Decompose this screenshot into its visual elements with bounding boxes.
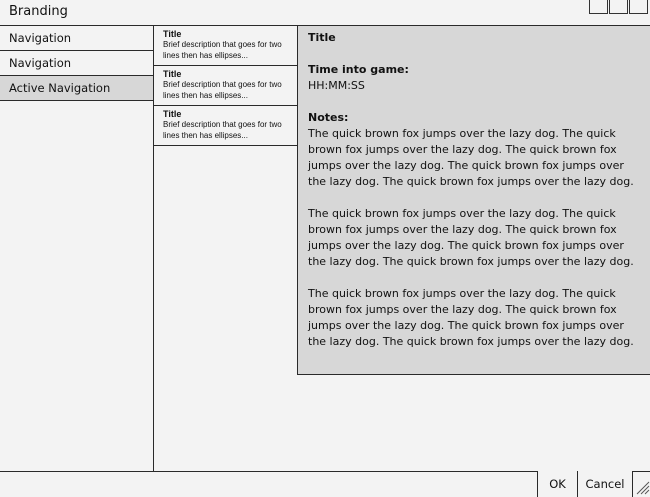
list-item-description: Brief description that goes for two lines then has ellipses... xyxy=(163,40,282,60)
resize-grip-icon[interactable] xyxy=(632,472,650,497)
header-bar xyxy=(0,0,650,26)
time-into-game-label: Time into game: xyxy=(308,63,409,76)
time-into-game-value: HH:MM:SS xyxy=(308,79,365,92)
list-item-description: Brief description that goes for two lines then has ellipses... xyxy=(163,80,282,100)
nav-item-navigation-1[interactable]: Navigation xyxy=(0,26,153,51)
ok-button[interactable]: OK xyxy=(537,471,577,497)
list-item[interactable] xyxy=(154,26,298,66)
detail-title: Title xyxy=(308,31,336,44)
list-item-title: Title xyxy=(163,109,182,119)
branding-label: Branding xyxy=(9,4,68,19)
list-item-title: Title xyxy=(163,69,182,79)
window-button-3[interactable] xyxy=(629,0,648,14)
list-item-title: Title xyxy=(163,29,182,39)
notes-label: Notes: xyxy=(308,111,349,124)
detail-panel xyxy=(297,26,650,375)
notes-paragraph-2: The quick brown fox jumps over the lazy dog. The quick brown fox jumps over the lazy dog. The quick brown fox jumps over the lazy dog. The quick brown fox jumps over the lazy dog. The quick brown fox jumps over the lazy dog. xyxy=(308,207,634,268)
window-button-2[interactable] xyxy=(609,0,628,14)
sidebar-nav xyxy=(0,26,154,471)
item-list xyxy=(154,26,298,471)
nav-item-active-navigation[interactable]: Active Navigation xyxy=(0,76,153,101)
list-item-description: Brief description that goes for two lines then has ellipses... xyxy=(163,120,282,140)
nav-item-navigation-2[interactable]: Navigation xyxy=(0,51,153,76)
cancel-button[interactable]: Cancel xyxy=(577,471,632,497)
notes-paragraph-3: The quick brown fox jumps over the lazy dog. The quick brown fox jumps over the lazy dog. The quick brown fox jumps over the lazy dog. The quick brown fox jumps over the lazy dog. The quick brown fox jumps over the lazy dog. xyxy=(308,287,634,348)
notes-paragraph-1: The quick brown fox jumps over the lazy dog. The quick brown fox jumps over the lazy dog. The quick brown fox jumps over the lazy dog. The quick brown fox jumps over the lazy dog. The quick brown fox jumps over the lazy dog. xyxy=(308,127,634,188)
list-item[interactable] xyxy=(154,106,298,146)
window-button-1[interactable] xyxy=(589,0,608,14)
list-item[interactable] xyxy=(154,66,298,106)
